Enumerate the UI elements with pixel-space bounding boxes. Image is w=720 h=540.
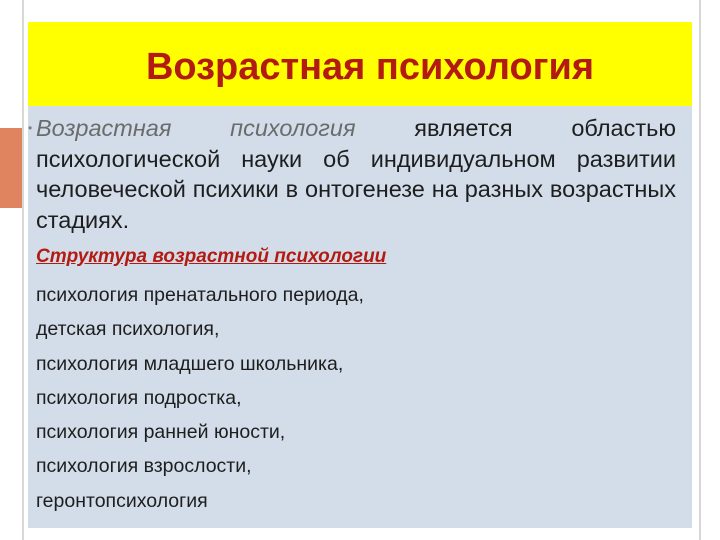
accent-bar-top [0, 128, 22, 168]
structure-list [36, 278, 364, 518]
slide-title: Возрастная психология [145, 46, 595, 88]
list-item: психология подростка, [36, 386, 242, 409]
definition-term: Возрастная психология [36, 115, 356, 141]
structure-heading: Структура возрастной психологии [36, 246, 387, 267]
list-item: детская психология, [36, 318, 220, 341]
list-item: психология взрослости, [36, 455, 252, 478]
list-item: психология ранней юности, [36, 421, 286, 444]
bullet-icon: • [28, 121, 33, 135]
definition-text: является областью психологической науки об индивидуальном развитии человеческой психики в онтогенезе на разных возрастных стадиях. [36, 115, 676, 233]
frame-line-left [22, 0, 24, 540]
list-item: геронтопсихология [36, 489, 208, 512]
list-item: психология младшего школьника, [36, 352, 344, 375]
list-item: психология пренатального периода, [36, 284, 364, 306]
accent-bar-bottom [0, 168, 22, 208]
definition-paragraph [28, 113, 676, 235]
